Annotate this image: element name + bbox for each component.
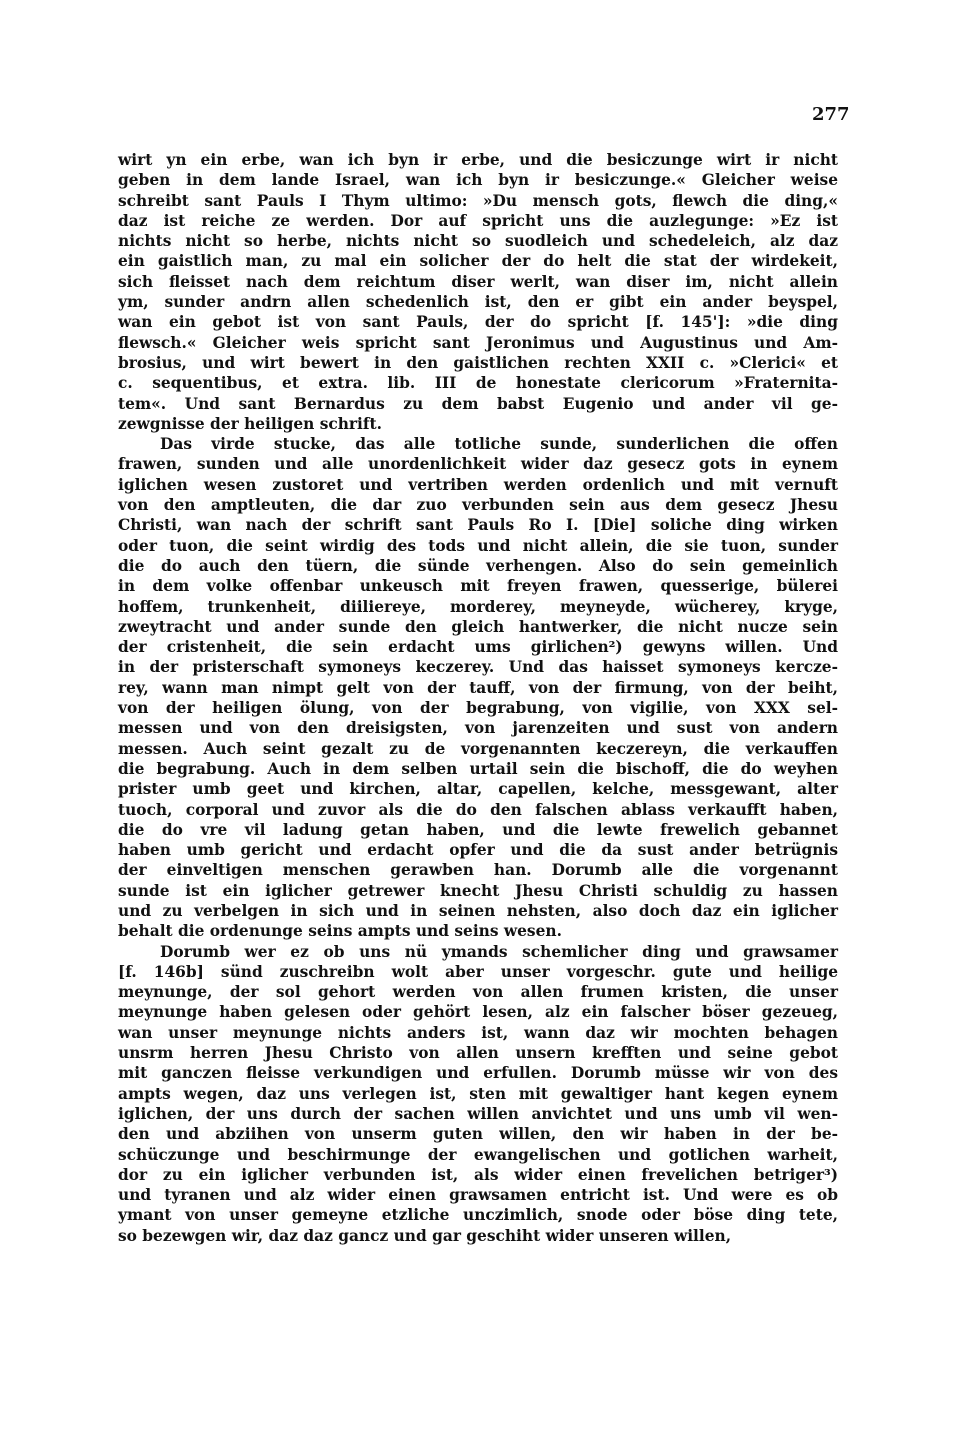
text-line: prister umb geet und kirchen, altar, capellen, kelche, messgewant, alter (118, 780, 838, 799)
text-line: meynunge, der sol gehort werden von allen frumen kristen, die unser (118, 983, 838, 1002)
text-line: so bezewgen wir, daz daz gancz und gar geschiht wider unseren willen, (118, 1226, 732, 1245)
text-line: oder tuon, die seint wirdig des tods und nicht allein, die sie tuon, sunder (118, 536, 838, 555)
text-line: iglichen wesen zustoret und vertriben werden ordenlich und mit vernuft (118, 475, 838, 494)
page-number: 277 (812, 104, 850, 125)
text-line: tuoch, corporal und zuvor als die do den falschen ablass verkaufft haben, (118, 800, 838, 819)
text-line: c. sequentibus, et extra. lib. III de honestate clericorum »Fraternita- (118, 374, 838, 393)
text-line: die do auch den tüern, die sünde verhengen. Also do sein gemeinlich (118, 556, 838, 575)
text-line: dor zu ein iglicher verbunden ist, als wider einen frevelichen betriger³) (118, 1165, 838, 1184)
text-line: von der heiligen ölung, von der begrabung, von vigilie, von XXX sel- (118, 699, 838, 718)
text-line: meynunge haben gelesen oder gehört lesen, alz ein falscher böser gezeueg, (118, 1003, 838, 1022)
text-line: unsrm herren Jhesu Christo von allen unsern krefften und seine gebot (118, 1044, 838, 1063)
text-line: [f. 146b] sünd zuschreibn wolt aber unser vorgeschr. gute und heilige (118, 962, 838, 981)
text-line: in der pristerschaft symoneys keczerey. Und das haisset symoneys kercze- (118, 658, 838, 677)
text-line: rey, wann man nimpt gelt von der tauff, von der firmung, von der beiht, (118, 678, 838, 697)
text-line: sich fleisset nach dem reichtum diser werlt, wan diser im, nicht allein (118, 272, 838, 291)
text-line: geben in dem lande Israel, wan ich byn ir besiczunge.« Gleicher weise (118, 171, 838, 190)
paragraph (118, 942, 838, 1246)
text-line: die begrabung. Auch in dem selben urtail sein die bischoff, die do weyhen (118, 759, 838, 778)
text-line: von den amptleuten, die dar zuo verbunden sein aus dem gesecz Jhesu (118, 496, 838, 515)
text-line: ampts wegen, daz uns verlegen ist, sten mit gewaltiger hant kegen eynem (118, 1084, 838, 1103)
text-line: haben umb gericht und erdacht opfer und die da sust ander betrügnis (118, 841, 838, 860)
text-line: tem«. Und sant Bernardus zu dem babst Eugenio und ander vil ge- (118, 394, 838, 413)
text-line: mit ganczen fleisse verkundigen und erfullen. Dorumb müsse wir von des (118, 1064, 838, 1083)
text-line: wan ein gebot ist von sant Pauls, der do spricht [f. 145']: »die ding (118, 313, 838, 332)
text-line: behalt die ordenunge seins ampts und seins wesen. (118, 922, 562, 941)
body-text (118, 150, 838, 1246)
text-line: hoffem, trunkenheit, diiliereye, morderey, meyneyde, wücherey, kryge, (118, 597, 838, 616)
text-line: flewsch.« Gleicher weis spricht sant Jeronimus und Augustinus und Am- (118, 333, 838, 352)
text-line: ym, sunder andrn allen schedenlich ist, den er gibt ein ander beyspel, (118, 293, 838, 312)
text-line: Christi, wan nach der schrift sant Pauls Ro I. [Die] soliche ding wirken (118, 516, 838, 535)
text-line: brosius, und wirt bewert in den gaistlichen rechten XXII c. »Clerici« et (118, 353, 838, 372)
text-line: wirt yn ein erbe, wan ich byn ir erbe, und die besiczunge wirt ir nicht (118, 151, 838, 169)
text-line: und zu verbelgen in sich und in seinen nehsten, also doch daz ein iglicher (118, 901, 838, 920)
text-line: zewgnisse der heiligen schrift. (118, 414, 382, 433)
text-line: frawen, sunden und alle unordenlichkeit wider daz gesecz gots in eynem (118, 455, 838, 474)
text-line: Dorumb wer ez ob uns nü ymands schemlicher ding und grawsamer (160, 942, 838, 961)
text-line: der einveltigen menschen gerawben han. Dorumb alle die vorgenannt (118, 861, 838, 880)
text-line: messen. Auch seint gezalt zu de vorgenannten keczereyn, die verkauffen (118, 739, 838, 758)
text-line: sunde ist ein iglicher getrewer knecht Jhesu Christi schuldig zu hassen (118, 881, 838, 900)
text-line: schüczunge und beschirmunge der ewangelischen und gotlichen warheit, (118, 1145, 838, 1164)
text-line: Das virde stucke, das alle totliche sunde, sunderlichen die offen (160, 435, 838, 454)
text-line: zweytracht und ander sunde den gleich hantwerker, die nicht nucze sein (118, 617, 838, 636)
text-line: schreibt sant Pauls I Thym ultimo: »Du mensch gots, flewch die ding,« (118, 191, 838, 210)
text-line: daz ist reiche ze werden. Dor auf spricht uns die auzlegunge: »Ez ist (118, 211, 838, 230)
text-line: messen und von den dreisigsten, von jarenzeiten und sust von andern (118, 719, 838, 738)
text-line: iglichen, der uns durch der sachen willen anvichtet und uns umb vil wen- (118, 1104, 838, 1123)
text-line: und tyranen und alz wider einen grawsamen entricht ist. Und were es ob (118, 1186, 838, 1205)
text-line: nichts nicht so herbe, nichts nicht so suodleich und schedeleich, alz daz (118, 232, 838, 251)
text-line: ein gaistlich man, zu mal ein solicher der do helt die stat der wirdekeit, (118, 252, 838, 271)
text-line: wan unser meynunge nichts anders ist, wann daz wir mochten behagen (118, 1023, 838, 1042)
text-line: in dem volke offenbar unkeusch mit freyen frawen, quesserige, bülerei (118, 577, 838, 596)
text-line: ymant von unser gemeyne etzliche unczimlich, snode oder böse ding tete, (118, 1206, 838, 1225)
paragraph (118, 150, 838, 434)
text-line: der cristenheit, die sein erdacht ums girlichen²) gewyns willen. Und (118, 638, 838, 657)
paragraph (118, 434, 838, 941)
text-line: die do vre vil ladung getan haben, und die lewte frewelich gebannet (118, 820, 838, 839)
text-line: den und abziihen von unserm guten willen, den wir haben in der be- (118, 1125, 838, 1144)
